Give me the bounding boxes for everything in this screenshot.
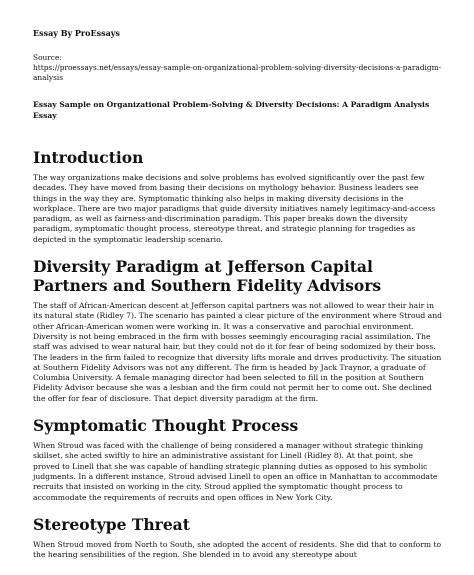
section-diversity-paradigm (33, 257, 442, 404)
section-heading: Introduction (33, 148, 144, 167)
site-title: Essay By ProEssays (33, 28, 120, 38)
section-paragraph: The way organizations make decisions and solve problems has evolved significantly over the past few decades. They have moved from basing their decisions on mythology behavior. Business leaders see things in the way they are. Symptomatic thinking also helps in making diversity decisions in the workplace. There are two major paradigms that guide diversity initiatives namely legitimacy-and-access paradigm, as well as fairness-and-discrimination paradigm. This paper breaks down the diversity paradigm, symptomatic thought process, stereotype threat, and strategic planning for tragedies as depicted in the symptomatic leadership scenario. (33, 173, 436, 244)
section-paragraph: The staff of African-American descent at Jefferson capital partners was not allowed to wear their hair in its natural state (Ridley 7). The scenario has painted a clear picture of the environment where Stroud and other African-American women were working in. It was a conservative and parochial environment. Diversity is not being embraced in the firm with bosses seemingly encouraging racial assimilation. The staff was advised to wear natural hair, but they could not do it for fear of being sodomized by their boss. The leaders in the firm failed to recognize that diversity lifts morale and drives productivity. The situation at Southern Fidelity Advisors was not any different. The firm is headed by Jack Traynor, a graduate of Columbia University. A female managing director had been selected to fill in the position at Southern Fidelity Advisor because she was a lesbian and the firm could not permit her to come out. She declined the offer for fear of disclosure. That depict diversity paradigm at the firm. (33, 301, 442, 403)
section-paragraph: When Stroud was faced with the challenge of being considered a manager without strategic thinking skillset, she acted swiftly to hire an administrative assistant for Linell (Ridley 8). At that point, she proved to Linell that she was capable of handling strategic planning duties as opposed to his symbolic judgments. In a different instance, Stroud advised Linell to open an office in Manhattan to accommodate recruits that insisted on working in the city. Stroud applied the symptomatic thought process to accommodate the requirements of recruits and open offices in New York City. (33, 441, 438, 502)
section-paragraph: When Stroud moved from North to South, she adopted the accent of residents. She did that to conform to the hearing sensibilities of the region. She blended in to avoid any stereotype about (33, 539, 442, 560)
source-block (33, 53, 442, 83)
document-title: Essay Sample on Organizational Problem-Solving & Diversity Decisions: A Paradigm Analysis Essay (33, 100, 430, 120)
section-symptomatic-thought-process (33, 416, 442, 503)
section-heading: Diversity Paradigm at Jefferson Capital Partners and Southern Fidelity Advisors (33, 257, 382, 296)
source-label: Source: (33, 53, 62, 62)
section-stereotype-threat (33, 515, 442, 561)
section-heading: Symptomatic Thought Process (33, 416, 299, 436)
section-introduction (33, 148, 442, 245)
source-url: https://proessays.net/essays/essay-sample-on-organizational-problem-solving-diversity-decisions-a-paradigm-analysis (33, 63, 442, 82)
section-heading: Stereotype Threat (33, 514, 190, 534)
